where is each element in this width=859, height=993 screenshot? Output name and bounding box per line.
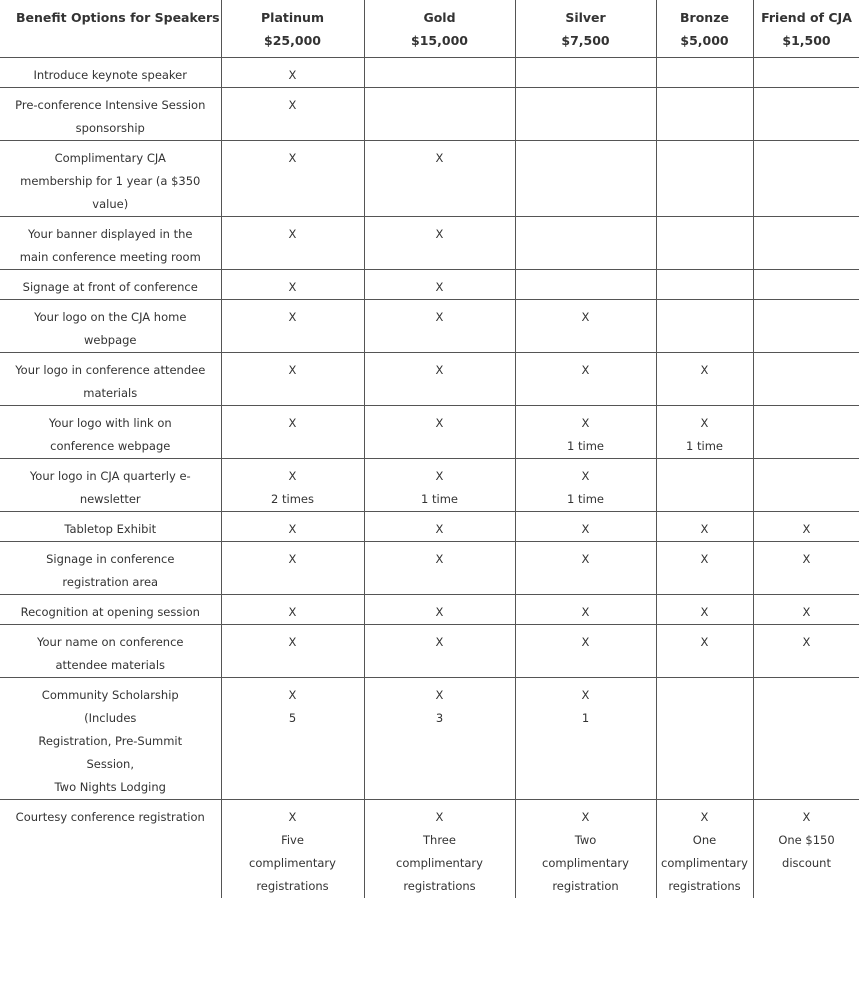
included-mark: X xyxy=(435,280,444,294)
tier-cell xyxy=(364,141,515,217)
included-mark: X xyxy=(802,810,811,824)
cell-note: Two xyxy=(574,833,597,847)
cell-note: Five xyxy=(281,833,304,847)
cell-note: discount xyxy=(782,856,831,870)
included-mark: X xyxy=(581,552,590,566)
cell-note: complimentary xyxy=(396,856,483,870)
included-mark: X xyxy=(435,227,444,241)
included-mark: X xyxy=(802,522,811,536)
benefit-label: Two Nights Lodging xyxy=(54,780,166,794)
bronze-column-header xyxy=(656,0,753,58)
tier-cell xyxy=(221,595,364,625)
benefit-label: Your logo in CJA quarterly e- xyxy=(29,469,191,483)
table-body xyxy=(0,58,859,899)
tier-cell xyxy=(221,300,364,353)
table-row xyxy=(0,88,859,141)
tier-cell xyxy=(656,512,753,542)
tier-cell xyxy=(221,88,364,141)
benefit-label: materials xyxy=(83,386,138,400)
table-row xyxy=(0,217,859,270)
tier-cell xyxy=(515,625,656,678)
cell-note: complimentary xyxy=(661,856,748,870)
benefit-label: Your name on conference xyxy=(37,635,184,649)
benefit-label: registration area xyxy=(62,575,159,589)
tier-cell xyxy=(753,300,859,353)
included-mark: X xyxy=(435,310,444,324)
included-mark: X xyxy=(288,688,297,702)
tier-cell xyxy=(656,353,753,406)
tier-cell xyxy=(515,270,656,300)
tier-cell xyxy=(364,300,515,353)
tier-cell xyxy=(656,800,753,899)
benefit-label: Courtesy conference registration xyxy=(15,810,205,824)
tier-cell xyxy=(221,270,364,300)
cell-note: 3 xyxy=(435,711,444,725)
included-mark: X xyxy=(700,363,709,377)
tier-cell xyxy=(753,625,859,678)
tier-title: Bronze xyxy=(680,10,729,25)
benefit-label: value) xyxy=(92,197,129,211)
tier-cell xyxy=(753,595,859,625)
included-mark: X xyxy=(288,416,297,430)
included-mark: X xyxy=(435,151,444,165)
included-mark: X xyxy=(581,363,590,377)
included-mark: X xyxy=(288,280,297,294)
tier-cell xyxy=(221,542,364,595)
tier-cell xyxy=(753,678,859,800)
header-row xyxy=(0,0,859,58)
tier-cell xyxy=(515,800,656,899)
tier-cell xyxy=(753,217,859,270)
benefit-cell xyxy=(0,300,221,353)
tier-cell xyxy=(656,678,753,800)
tier-cell xyxy=(515,353,656,406)
included-mark: X xyxy=(802,552,811,566)
tier-cell xyxy=(364,595,515,625)
benefit-label: Tabletop Exhibit xyxy=(64,522,157,536)
included-mark: X xyxy=(435,552,444,566)
included-mark: X xyxy=(581,635,590,649)
included-mark: X xyxy=(700,810,709,824)
table-row xyxy=(0,141,859,217)
cell-note: registration xyxy=(552,879,619,893)
tier-cell xyxy=(364,542,515,595)
benefit-cell xyxy=(0,459,221,512)
tier-cell xyxy=(656,217,753,270)
tier-cell xyxy=(656,300,753,353)
benefit-cell xyxy=(0,800,221,899)
tier-cell xyxy=(656,595,753,625)
cell-note: complimentary xyxy=(249,856,336,870)
included-mark: X xyxy=(435,605,444,619)
benefit-label: webpage xyxy=(83,333,137,347)
cell-note: One xyxy=(692,833,717,847)
benefit-label: Your logo on the CJA home xyxy=(34,310,187,324)
tier-cell xyxy=(515,58,656,88)
benefit-column-header xyxy=(0,0,221,58)
benefit-label: Community Scholarship xyxy=(41,688,179,702)
benefit-label: Pre-conference Intensive Session xyxy=(15,98,206,112)
cell-note: One $150 xyxy=(778,833,835,847)
benefit-cell xyxy=(0,595,221,625)
benefit-label: Session, xyxy=(86,757,135,771)
table-row xyxy=(0,58,859,88)
included-mark: X xyxy=(581,310,590,324)
tier-title: Platinum xyxy=(261,10,324,25)
cell-note: 1 time xyxy=(567,439,604,453)
included-mark: X xyxy=(288,151,297,165)
tier-cell xyxy=(364,459,515,512)
included-mark: X xyxy=(700,605,709,619)
benefit-label: attendee materials xyxy=(55,658,166,672)
cell-note: registrations xyxy=(668,879,741,893)
tier-cell xyxy=(656,58,753,88)
platinum-column-header xyxy=(221,0,364,58)
benefit-label: (Includes xyxy=(84,711,137,725)
table-row xyxy=(0,625,859,678)
included-mark: X xyxy=(581,469,590,483)
tier-cell xyxy=(221,678,364,800)
benefit-cell xyxy=(0,217,221,270)
cell-note: 1 time xyxy=(421,492,458,506)
benefit-label: Signage at front of conference xyxy=(22,280,198,294)
benefit-label: newsletter xyxy=(79,492,141,506)
benefit-cell xyxy=(0,58,221,88)
tier-cell xyxy=(515,512,656,542)
included-mark: X xyxy=(288,522,297,536)
tier-cell xyxy=(515,300,656,353)
tier-cell xyxy=(364,406,515,459)
tier-cell xyxy=(753,353,859,406)
tier-cell xyxy=(364,88,515,141)
tier-cell xyxy=(364,800,515,899)
cell-note: registrations xyxy=(256,879,329,893)
table-row xyxy=(0,270,859,300)
tier-cell xyxy=(753,542,859,595)
tier-cell xyxy=(656,542,753,595)
benefit-cell xyxy=(0,542,221,595)
tier-cell xyxy=(515,542,656,595)
included-mark: X xyxy=(802,635,811,649)
tier-cell xyxy=(364,678,515,800)
included-mark: X xyxy=(435,635,444,649)
included-mark: X xyxy=(288,310,297,324)
benefit-cell xyxy=(0,678,221,800)
tier-cell xyxy=(221,58,364,88)
tier-cell xyxy=(515,406,656,459)
table-row xyxy=(0,678,859,800)
tier-cell xyxy=(364,58,515,88)
tier-cell xyxy=(364,270,515,300)
included-mark: X xyxy=(288,227,297,241)
table-row xyxy=(0,512,859,542)
included-mark: X xyxy=(288,810,297,824)
included-mark: X xyxy=(581,522,590,536)
cell-note: 5 xyxy=(288,711,297,725)
benefit-label: Your logo with link on xyxy=(48,416,172,430)
tier-cell xyxy=(656,625,753,678)
tier-price: $1,500 xyxy=(782,33,831,48)
benefit-cell xyxy=(0,88,221,141)
table-row xyxy=(0,800,859,899)
tier-price: $5,000 xyxy=(680,33,729,48)
benefit-label: membership for 1 year (a $350 xyxy=(20,174,201,188)
silver-column-header xyxy=(515,0,656,58)
included-mark: X xyxy=(435,416,444,430)
tier-cell xyxy=(221,459,364,512)
tier-cell xyxy=(753,270,859,300)
tier-cell xyxy=(656,459,753,512)
benefit-label: Complimentary CJA xyxy=(54,151,166,165)
tier-cell xyxy=(364,217,515,270)
gold-column-header xyxy=(364,0,515,58)
table-row xyxy=(0,353,859,406)
tier-cell xyxy=(221,625,364,678)
tier-cell xyxy=(753,141,859,217)
included-mark: X xyxy=(435,522,444,536)
included-mark: X xyxy=(802,605,811,619)
included-mark: X xyxy=(288,469,297,483)
tier-price: $7,500 xyxy=(561,33,610,48)
included-mark: X xyxy=(435,469,444,483)
benefit-label: conference webpage xyxy=(50,439,171,453)
included-mark: X xyxy=(435,810,444,824)
tier-cell xyxy=(221,353,364,406)
benefit-cell xyxy=(0,353,221,406)
tier-cell xyxy=(656,406,753,459)
table-row xyxy=(0,459,859,512)
benefit-label: Registration, Pre-Summit xyxy=(38,734,183,748)
included-mark: X xyxy=(581,605,590,619)
tier-title: Silver xyxy=(565,10,606,25)
tier-cell xyxy=(515,88,656,141)
benefit-cell xyxy=(0,512,221,542)
tier-cell xyxy=(515,595,656,625)
benefit-label: Recognition at opening session xyxy=(20,605,200,619)
tier-price: $15,000 xyxy=(411,33,468,48)
included-mark: X xyxy=(288,552,297,566)
included-mark: X xyxy=(700,522,709,536)
tier-cell xyxy=(515,217,656,270)
included-mark: X xyxy=(435,688,444,702)
included-mark: X xyxy=(581,416,590,430)
tier-cell xyxy=(221,512,364,542)
tier-cell xyxy=(221,406,364,459)
tier-cell xyxy=(753,459,859,512)
tier-cell xyxy=(221,217,364,270)
included-mark: X xyxy=(288,635,297,649)
cell-note: registrations xyxy=(403,879,476,893)
tier-title: Benefit Options for Speakers xyxy=(16,10,220,25)
cell-note: 1 time xyxy=(567,492,604,506)
benefit-label: main conference meeting room xyxy=(19,250,201,264)
included-mark: X xyxy=(700,635,709,649)
included-mark: X xyxy=(288,605,297,619)
benefit-cell xyxy=(0,625,221,678)
tier-cell xyxy=(515,459,656,512)
friend-column-header xyxy=(753,0,859,58)
benefit-cell xyxy=(0,406,221,459)
cell-note: 1 time xyxy=(686,439,723,453)
tier-cell xyxy=(364,625,515,678)
included-mark: X xyxy=(288,68,297,82)
tier-cell xyxy=(656,141,753,217)
included-mark: X xyxy=(581,810,590,824)
tier-cell xyxy=(364,512,515,542)
tier-cell xyxy=(753,88,859,141)
tier-cell xyxy=(515,141,656,217)
benefit-cell xyxy=(0,270,221,300)
tier-cell xyxy=(364,353,515,406)
tier-cell xyxy=(753,406,859,459)
tier-cell xyxy=(753,512,859,542)
tier-cell xyxy=(515,678,656,800)
table-row xyxy=(0,406,859,459)
included-mark: X xyxy=(288,363,297,377)
benefit-label: sponsorship xyxy=(75,121,145,135)
tier-cell xyxy=(221,800,364,899)
tier-cell xyxy=(753,800,859,899)
tier-title: Gold xyxy=(423,10,456,25)
table-row xyxy=(0,542,859,595)
included-mark: X xyxy=(700,416,709,430)
tier-cell xyxy=(656,270,753,300)
included-mark: X xyxy=(700,552,709,566)
table-row xyxy=(0,300,859,353)
cell-note: 2 times xyxy=(271,492,314,506)
benefit-label: Your banner displayed in the xyxy=(28,227,193,241)
included-mark: X xyxy=(581,688,590,702)
tier-title: Friend of CJA xyxy=(761,10,852,25)
benefit-label: Your logo in conference attendee xyxy=(15,363,206,377)
cell-note: complimentary xyxy=(542,856,629,870)
benefit-cell xyxy=(0,141,221,217)
included-mark: X xyxy=(288,98,297,112)
cell-note: 1 xyxy=(581,711,590,725)
table-row xyxy=(0,595,859,625)
benefit-label: Signage in conference xyxy=(46,552,175,566)
tier-cell xyxy=(221,141,364,217)
tier-cell xyxy=(656,88,753,141)
included-mark: X xyxy=(435,363,444,377)
cell-note: Three xyxy=(423,833,456,847)
tier-price: $25,000 xyxy=(264,33,321,48)
tier-cell xyxy=(753,58,859,88)
benefit-label: Introduce keynote speaker xyxy=(33,68,187,82)
